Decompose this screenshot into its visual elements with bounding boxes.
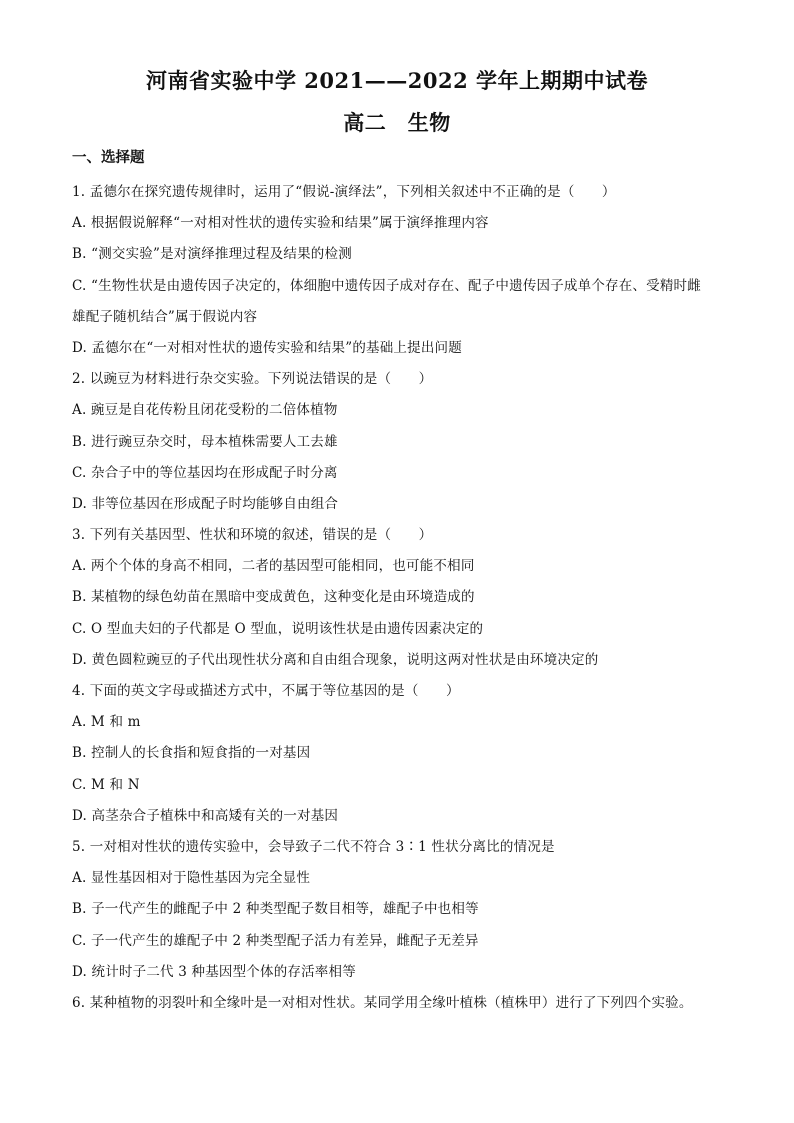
section-heading: 一、选择题 xyxy=(72,149,145,166)
text-line: D. 孟德尔在“一对相对性状的遗传实验和结果”的基础上提出问题 xyxy=(72,339,462,356)
text-line: 雄配子随机结合”属于假说内容 xyxy=(72,308,258,325)
text-line: A. 两个个体的身高不相同，二者的基因型可能相同，也可能不相同 xyxy=(72,558,475,575)
text-line: A. 豌豆是自花传粉且闭花受粉的二倍体植物 xyxy=(72,402,338,419)
text-line: A. 根据假说解释“一对相对性状的遗传实验和结果”属于演绎推理内容 xyxy=(72,215,489,232)
exam-title: 河南省实验中学 2021——2022 学年上期期中试卷 xyxy=(145,68,648,93)
text-line: A. 显性基因相对于隐性基因为完全显性 xyxy=(72,870,311,887)
text-line: 1. 孟德尔在探究遗传规律时，运用了“假说-演绎法”，下列相关叙述中不正确的是（ ） xyxy=(72,184,616,200)
text-line: B. 控制人的长食指和短食指的一对基因 xyxy=(72,745,311,762)
text-line: 2. 以豌豆为材料进行杂交实验。下列说法错误的是（ ） xyxy=(72,371,433,388)
text-line: 6. 某种植物的羽裂叶和全缘叶是一对相对性状。某同学用全缘叶植株（植株甲）进行了下列四个实验。 xyxy=(72,994,693,1011)
text-line: C. M 和 N xyxy=(72,776,140,793)
text-line: B. 子一代产生的雌配子中 2 种类型配子数目相等，雄配子中也相等 xyxy=(72,901,479,918)
text-line: C. “生物性状是由遗传因子决定的，体细胞中遗传因子成对存在、配子中遗传因子成单个存在、受精时雌 xyxy=(72,277,701,294)
text-line: A. M 和 m xyxy=(72,714,141,731)
text-line: D. 非等位基因在形成配子时均能够自由组合 xyxy=(72,495,339,512)
text-line: D. 统计时子二代 3 种基因型个体的存活率相等 xyxy=(72,963,356,980)
exam-subtitle: 高二 生物 xyxy=(343,110,451,135)
text-line: C. 杂合子中的等位基因均在形成配子时分离 xyxy=(72,464,338,481)
text-line: 3. 下列有关基因型、性状和环境的叙述，错误的是（ ） xyxy=(72,527,433,544)
text-line: C. O 型血夫妇的子代都是 O 型血，说明该性状是由遗传因素决定的 xyxy=(72,620,484,637)
text-line: B. 某植物的绿色幼苗在黑暗中变成黄色，这种变化是由环境造成的 xyxy=(72,589,475,606)
text-line: B. 进行豌豆杂交时，母本植株需要人工去雄 xyxy=(72,433,338,450)
question-list xyxy=(72,177,732,1019)
text-line: D. 黄色圆粒豌豆的子代出现性状分离和自由组合现象，说明这两对性状是由环境决定的 xyxy=(72,651,599,668)
text-line: 5. 一对相对性状的遗传实验中，会导致子二代不符合 3∶1 性状分离比的情况是 xyxy=(72,838,555,855)
text-line: B. “测交实验”是对演绎推理过程及结果的检测 xyxy=(72,246,352,263)
text-line: C. 子一代产生的雄配子中 2 种类型配子活力有差异，雌配子无差异 xyxy=(72,932,479,949)
text-line: D. 高茎杂合子植株中和高矮有关的一对基因 xyxy=(72,807,339,824)
text-line: 4. 下面的英文字母或描述方式中，不属于等位基因的是（ ） xyxy=(72,683,460,699)
